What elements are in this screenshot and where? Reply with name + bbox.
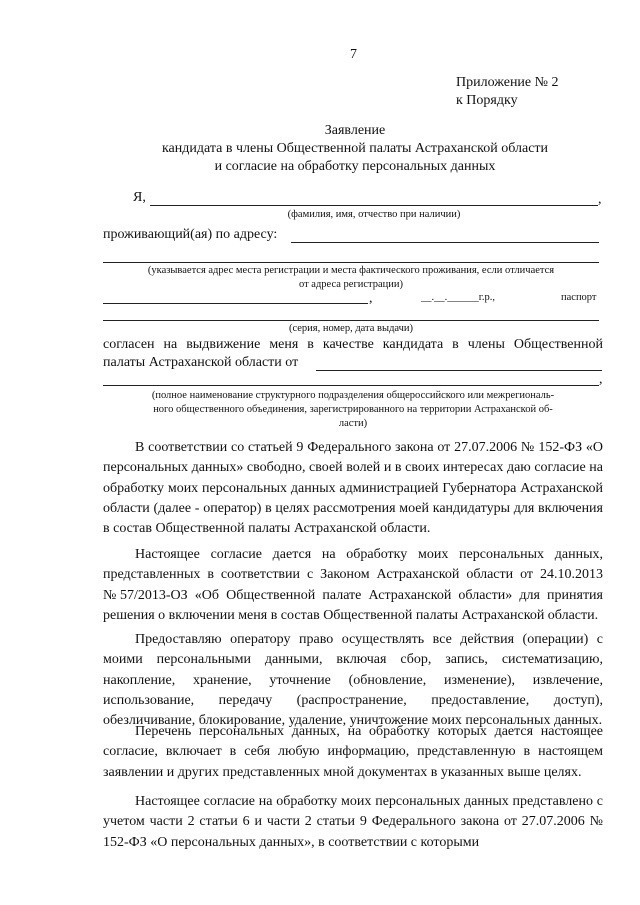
- org-caption-1: (полное наименование структурного подразделения общероссийского или межрегиональ-: [151, 390, 555, 401]
- fio-caption: (фамилия, имя, отчество при наличии): [287, 209, 461, 220]
- title-line-2: кандидата в члены Общественной палаты Астраханской области: [161, 141, 549, 156]
- i-label: Я,: [133, 190, 146, 205]
- birth-date: __.__.______г.р.,: [421, 292, 495, 303]
- address-line-2: [103, 262, 599, 263]
- passport-line: [103, 320, 599, 321]
- name-extra-line: [103, 303, 368, 304]
- paragraph-consent-scope: Настоящее согласие дается на обработку моих персональных данных, представленных в соответствии с Законом Астраханской области от 24.10.2013 №57/2013-ОЗ «Об Общественной палате Астраханской области» для принятия решения о включении меня в состав Общественной палаты Астраханской области.: [103, 547, 603, 623]
- address-caption-2: от адреса регистрации): [298, 279, 404, 290]
- org-caption-2: ного общественного объединения, зарегистрированного на территории Астраханской об-: [153, 404, 553, 415]
- consent-line-2: палаты Астраханской области от: [103, 355, 299, 370]
- address-label: проживающий(ая) по адресу:: [103, 227, 278, 242]
- appendix-line-1: Приложение № 2: [456, 75, 559, 90]
- title-line-3: и согласие на обработку персональных данных: [214, 159, 496, 174]
- organization-line-1: [316, 370, 602, 371]
- appendix-line-2: к Порядку: [456, 93, 518, 108]
- address-line-1: [291, 242, 599, 243]
- fio-line: [150, 205, 598, 206]
- passport-caption: (серия, номер, дата выдачи): [288, 323, 414, 334]
- title-line-1: Заявление: [324, 123, 386, 138]
- end-comma: ,: [599, 372, 603, 387]
- organization-line-2: [103, 385, 599, 386]
- paragraph-legal-reference: Настоящее согласие на обработку моих персональных данных представлено с учетом части 2 статьи 6 и части 2 статьи 9 Федерального закона от 27.07.2006 № 152-ФЗ «О персональных данных», в соответствии с которыми: [103, 794, 603, 850]
- address-caption-1: (указывается адрес места регистрации и места фактического проживания, если отличается: [147, 265, 555, 276]
- fio-comma: ,: [598, 192, 602, 207]
- page-number: 7: [350, 47, 357, 62]
- consent-line-1: согласен на выдвижение меня в качестве кандидата в члены Общественной: [103, 337, 603, 352]
- org-caption-3: ласти): [338, 418, 368, 429]
- paragraph-operator-rights: Предоставляю оператору право осуществлять все действия (операции) с моими персональными данными, включая сбор, запись, систематизацию, накопление, хранение, уточнение (обновление, изменение), извлечение, использование, передачу (распространение, предоставление, доступ), обезличивание, блокирование, удаление, уничтожение моих персональных данных.: [103, 632, 603, 729]
- paragraph-legal-basis: В соответствии со статьей 9 Федерального закона от 27.07.2006 № 152-ФЗ «О персональных данных» свободно, своей волей и в своих интересах даю согласие на обработку моих персональных данных администрацией Губернатора Астраханской области (далее - оператор) в целях рассмотрения моей кандидатуры для включения в состав Общественной палаты Астраханской области.: [103, 440, 603, 537]
- passport-label: паспорт: [561, 292, 597, 303]
- comma-2: ,: [369, 291, 373, 306]
- paragraph-data-list: Перечень персональных данных, на обработку которых дается настоящее согласие, включает в себя любую информацию, представленную в настоящем заявлении и других представленных мной документах в указанных выше целях.: [103, 724, 603, 780]
